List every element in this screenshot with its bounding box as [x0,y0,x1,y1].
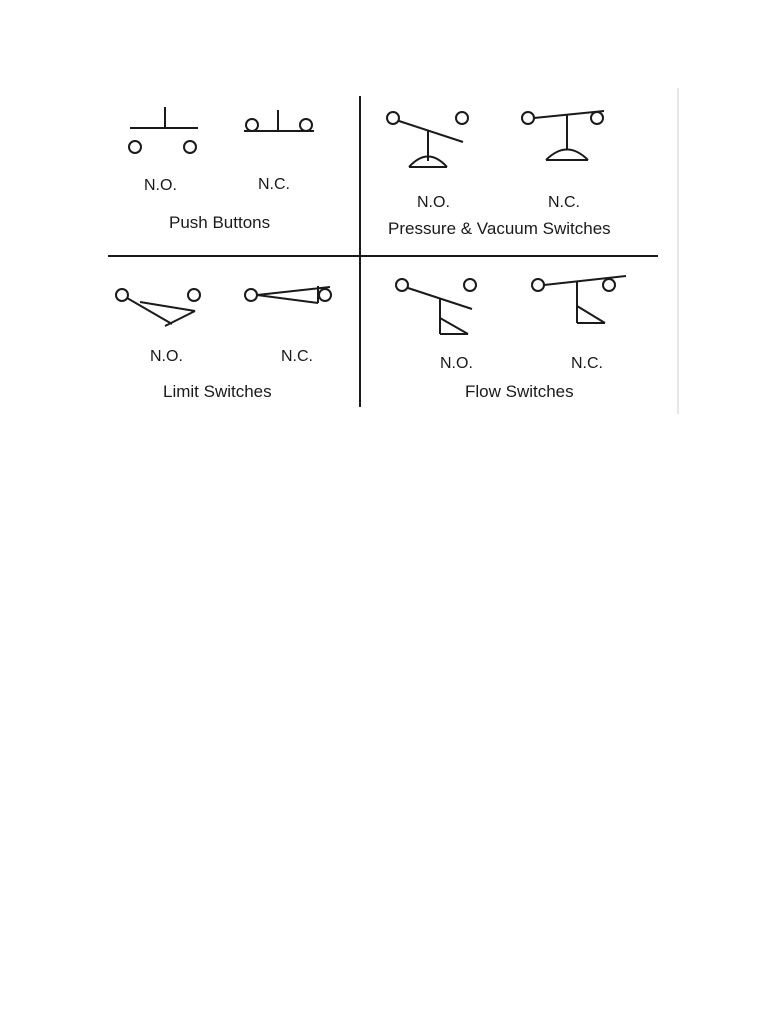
pressure-vacuum-no-label: N.O. [417,194,450,211]
pressure-vacuum-nc-label: N.C. [548,194,580,211]
push-buttons-nc-label: N.C. [258,176,290,193]
push-buttons-quadrant [129,107,314,232]
pressure-vacuum-title: Pressure & Vacuum Switches [388,219,611,238]
limit-switches-quadrant [116,286,331,401]
push-buttons-title: Push Buttons [169,213,271,232]
pressure-switch-nc-icon [522,111,604,160]
limit-switches-nc-label: N.C. [281,348,313,365]
push-button-no-icon [129,107,198,153]
pressure-vacuum-quadrant [387,111,611,238]
flow-switch-nc-icon [532,276,626,323]
limit-switch-no-icon [116,289,200,326]
flow-switches-quadrant [396,276,626,401]
limit-switch-nc-icon [245,286,331,303]
flow-switches-no-label: N.O. [440,355,473,372]
limit-switches-title: Limit Switches [163,382,272,401]
flow-switches-nc-label: N.C. [571,355,603,372]
flow-switches-title: Flow Switches [465,382,574,401]
push-buttons-no-label: N.O. [144,177,177,194]
limit-switches-no-label: N.O. [150,348,183,365]
push-button-nc-icon [244,110,314,131]
flow-switch-no-icon [396,279,476,334]
pressure-switch-no-icon [387,112,468,167]
